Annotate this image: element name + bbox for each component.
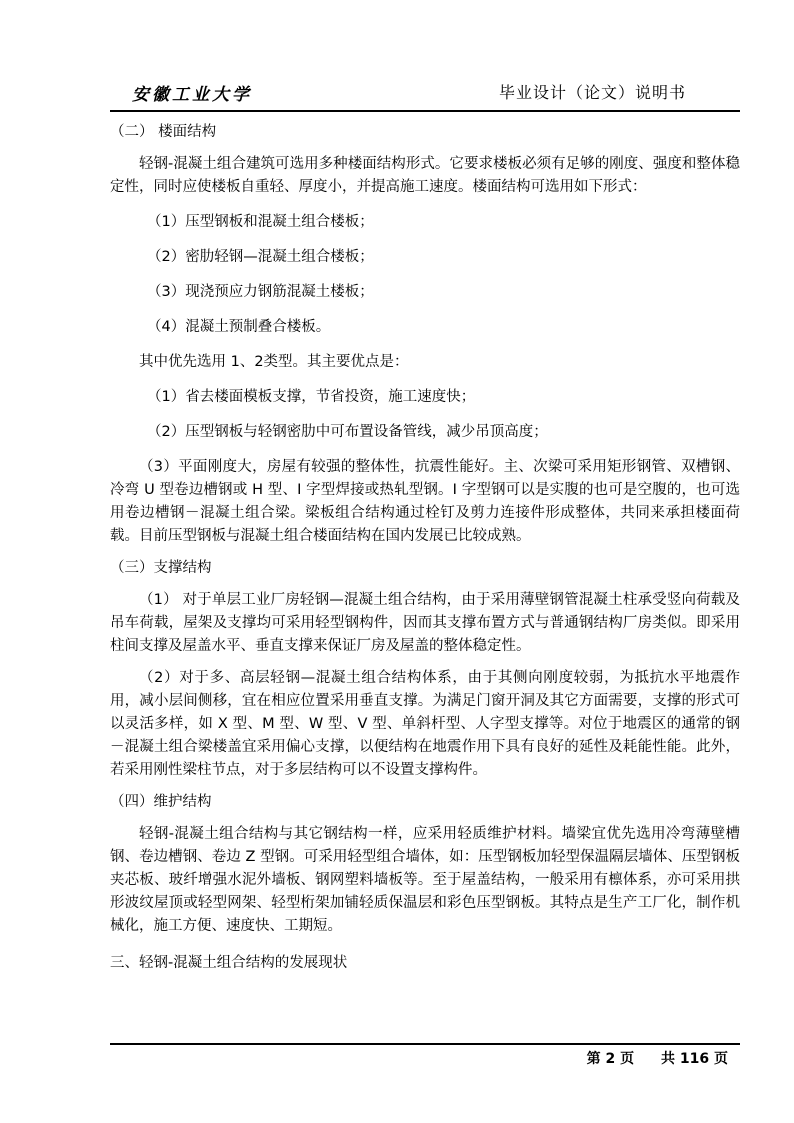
floor-type-3: （3）现浇预应力钢筋混凝土楼板； <box>147 284 374 300</box>
floor-type-2: （2）密肋轻钢—混凝土组合楼板； <box>147 249 374 265</box>
preferred-types: 其中优先选用 1、2类型。其主要优点是： <box>139 354 409 370</box>
advantage-2: （2）压型钢板与轻钢密肋中可布置设备管线，减少吊顶高度； <box>147 424 548 440</box>
floor-type-1: （1）压型钢板和混凝土组合楼板； <box>147 214 374 230</box>
page-body <box>110 121 740 984</box>
bracing-paragraph-1: （1） 对于单层工业厂房轻钢—混凝土组合结构，由于采用薄壁钢管混凝土柱承受竖向荷载及吊车荷载，屋架及支撑均可采用轻型钢构件，因而其支撑布置方式与普通钢结构厂房类似。即采用柱间支撑及屋盖水平、垂直支撑来保证厂房及屋盖的整体稳定性。 <box>110 592 740 654</box>
floor-structure-heading: （二） 楼面结构 <box>110 124 217 140</box>
advantage-1: （1）省去楼面模板支撑，节省投资，施工速度快； <box>147 389 476 405</box>
bracing-structure-heading: （三）支撑结构 <box>110 560 212 576</box>
chapter-three-heading: 三、轻钢-混凝土组合结构的发展现状 <box>110 955 348 971</box>
total-pages: 共 116 页 <box>661 1051 728 1067</box>
footer-rule <box>110 1043 740 1045</box>
floor-structure-intro: 轻钢-混凝土组合建筑可选用多种楼面结构形式。它要求楼板必须有足够的刚度、强度和整体稳定性，同时应使楼板自重轻、厚度小，并提高施工速度。楼面结构可选用如下形式： <box>110 156 740 195</box>
document-title: 毕业设计（论文）说明书 <box>498 83 686 102</box>
page-footer <box>587 1048 728 1068</box>
floor-type-4: （4）混凝土预制叠合楼板。 <box>147 319 331 335</box>
envelope-structure-heading: （四）维护结构 <box>110 794 212 810</box>
bracing-paragraph-2: （2）对于多、高层轻钢—混凝土组合结构体系，由于其侧向刚度较弱，为抵抗水平地震作用，减小层间侧移，宜在相应位置采用垂直支撑。为满足门窗开洞及其它方面需要，支撑的形式可以灵活多样，如 X 型、M 型、W 型、V 型、单斜杆型、人字型支撑等。对位于地震区的通常的钢－混凝土组合梁楼盖宜采用偏心支撑，以便结构在地震作用下具有良好的延性及耗能性能。此外，若采用刚性梁柱节点，对于多层结构可以不设置支撑构件。 <box>110 670 740 778</box>
page-number: 第 2 页 <box>586 1051 635 1067</box>
page-header <box>110 80 740 110</box>
school-name: 安徽工业大学 <box>132 85 252 105</box>
header-rule <box>110 110 740 112</box>
advantage-3: （3）平面刚度大，房屋有较强的整体性，抗震性能好。主、次梁可采用矩形钢管、双槽钢、冷弯 U 型卷边槽钢或 H 型、I 字型焊接或热轧型钢。I 字型钢可以是实腹的也可是空腹的，也可选用卷边槽钢－混凝土组合梁。梁板组合结构通过栓钉及剪力连接件形成整体，共同来承担楼面荷载。目前压型钢板与混凝土组合楼面结构在国内发展已比较成熟。 <box>110 459 740 544</box>
envelope-paragraph: 轻钢-混凝土组合结构与其它钢结构一样，应采用轻质维护材料。墙梁宜优先选用冷弯薄壁槽钢、卷边槽钢、卷边 Z 型钢。可采用轻型组合墙体，如：压型钢板加轻型保温隔层墙体、压型钢板夹芯板、玻纤增强水泥外墙板、钢网塑料墙板等。至于屋盖结构，一般采用有檩体系，亦可采用拱形波纹屋顶或轻型网架、轻型桁架加铺轻质保温层和彩色压型钢板。其特点是生产工厂化，制作机械化，施工方便、速度快、工期短。 <box>110 826 740 934</box>
